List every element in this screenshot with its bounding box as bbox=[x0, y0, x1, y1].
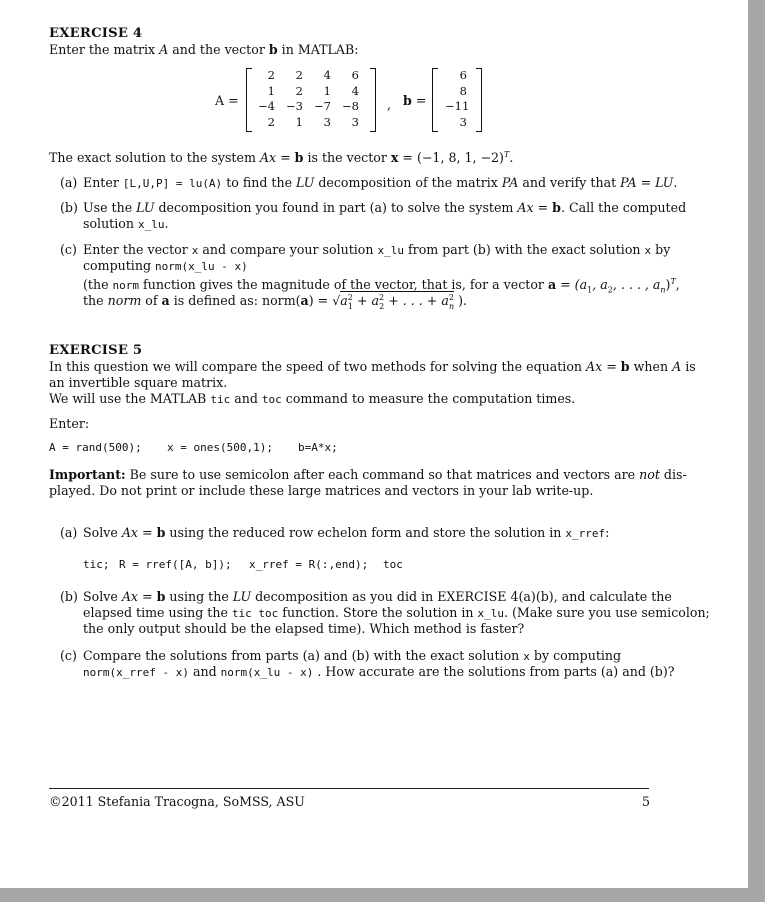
ex4-part-c-line1: Enter the vector x and compare your solution x_lu from part (b) with the exact solution x by bbox=[83, 242, 671, 257]
matrix-a-cell: 2 bbox=[295, 83, 303, 98]
ex5-part-a-cmd-xrref: x_rref = R(:,end); bbox=[249, 558, 369, 571]
matrix-a-cell: 2 bbox=[267, 114, 275, 129]
ex5-enter-label: Enter: bbox=[49, 416, 90, 431]
ex5-part-a-cmd-toc: toc bbox=[383, 558, 403, 571]
ex4-exact-solution: The exact solution to the system Ax = b is the vector x = (−1, 8, 1, −2)$^T$. bbox=[49, 150, 514, 166]
ex5-part-c-label: (c) bbox=[60, 648, 77, 663]
matrix-a-cell: 6 bbox=[351, 68, 359, 82]
ex5-code-a-rand: A = rand(500); bbox=[49, 441, 142, 454]
matrix-a-cell: 4 bbox=[351, 83, 359, 98]
matrix-a-cell: 3 bbox=[351, 114, 359, 129]
matrix-a-label: A = bbox=[215, 93, 239, 108]
matrix-a-cell: −8 bbox=[342, 99, 359, 113]
matrix-a-cell: 1 bbox=[323, 83, 331, 98]
ex5-important-line2: played. Do not print or include these large matrices and vectors in your lab write-up. bbox=[49, 483, 594, 498]
matrix-a-cell: 1 bbox=[267, 83, 275, 98]
matrix-a-cell: −3 bbox=[286, 99, 303, 113]
ex5-part-c-line1: Compare the solutions from parts (a) and (b) with the exact solution x by computing bbox=[83, 648, 622, 663]
ex5-part-a-cmd-tic: tic; bbox=[83, 558, 110, 571]
ex5-code-b: b=A*x; bbox=[298, 441, 338, 454]
ex5-intro-line1: In this question we will compare the speed of two methods for solving the equation Ax = b when A is bbox=[49, 359, 696, 374]
page-shadow-bottom bbox=[0, 888, 765, 902]
page-shadow-right bbox=[748, 0, 765, 902]
ex5-part-b-label: (b) bbox=[60, 589, 78, 604]
ex4-part-c-line4: the norm of a is defined as: norm(a) = $√a^2_1 + a^2_2$ + . . . + $a^2_n$ ). bbox=[83, 293, 468, 311]
ex4-intro: Enter the matrix A and the vector b in MATLAB: bbox=[49, 42, 359, 57]
vector-b-cell: 3 bbox=[459, 114, 467, 129]
ex5-code-x-ones: x = ones(500,1); bbox=[167, 441, 273, 454]
matrix-a bbox=[246, 68, 376, 132]
vector-b-cell: 6 bbox=[459, 68, 467, 82]
vector-b-cell: −11 bbox=[445, 99, 470, 113]
ex5-part-a-text: Solve Ax = b using the reduced row echelon form and store the solution in x_rref: bbox=[83, 525, 610, 540]
ex5-important-line1: Important: Be sure to use semicolon after each command so that matrices and vectors are not dis- bbox=[49, 467, 687, 482]
ex5-part-a-label: (a) bbox=[60, 525, 78, 540]
matrix-a-cell: 2 bbox=[295, 68, 303, 82]
ex4-part-c-label: (c) bbox=[60, 242, 77, 257]
vector-b-cell: 8 bbox=[459, 83, 467, 98]
ex5-intro-line2: an invertible square matrix. bbox=[49, 375, 228, 390]
separator-comma: , bbox=[387, 97, 392, 112]
ex5-part-a-cmd-rref: R = rref([A, b]); bbox=[119, 558, 232, 571]
ex4-part-c-line3: (the norm function gives the magnitude of the vector, that is, for a vector $a = (a_1$, $a_2$, . . . , $a_n)^T$, bbox=[83, 277, 680, 295]
exercise-4-title: EXERCISE 4 bbox=[49, 26, 143, 41]
ex4-part-b-label: (b) bbox=[60, 200, 78, 215]
ex4-part-b-line1: Use the LU decomposition you found in part (a) to solve the system Ax = b. Call the computed bbox=[83, 200, 687, 215]
ex4-part-a-text: Enter [L,U,P] = lu(A) to find the LU decomposition of the matrix PA and verify that PA = LU. bbox=[83, 175, 678, 190]
ex5-intro-line3: We will use the MATLAB tic and toc command to measure the computation times. bbox=[49, 391, 576, 406]
ex4-part-a-label: (a) bbox=[60, 175, 78, 190]
ex4-part-b-line2: solution x_lu. bbox=[83, 216, 169, 231]
footer-page-number: 5 bbox=[642, 794, 651, 809]
matrix-a-cell: 2 bbox=[267, 68, 275, 82]
matrix-a-cell: 4 bbox=[323, 68, 331, 82]
vector-b bbox=[432, 68, 482, 132]
matrix-a-cell: 1 bbox=[295, 114, 303, 129]
ex5-part-b-line3: the only output should be the elapsed time). Which method is faster? bbox=[83, 621, 525, 636]
matrix-a-cell: −4 bbox=[258, 99, 275, 113]
vector-b-label: b = bbox=[403, 93, 427, 108]
ex5-part-b-line2: elapsed time using the tic toc function. Store the solution in x_lu. (Make sure you use semicolon; bbox=[83, 605, 710, 620]
ex5-part-b-line1: Solve Ax = b using the LU decomposition as you did in EXERCISE 4(a)(b), and calculate the bbox=[83, 589, 672, 604]
footer-rule bbox=[49, 788, 649, 789]
ex5-part-c-line2: norm(x_rref - x) and norm(x_lu - x) . How accurate are the solutions from parts (a) and (b)? bbox=[83, 664, 675, 679]
footer-copyright: ©2011 Stefania Tracogna, SoMSS, ASU bbox=[49, 794, 305, 809]
exercise-5-title: EXERCISE 5 bbox=[49, 343, 143, 358]
matrix-a-cell: 3 bbox=[323, 114, 331, 129]
ex4-part-c-line2: computing norm(x_lu - x) bbox=[83, 258, 248, 273]
matrix-a-cell: −7 bbox=[314, 99, 331, 113]
